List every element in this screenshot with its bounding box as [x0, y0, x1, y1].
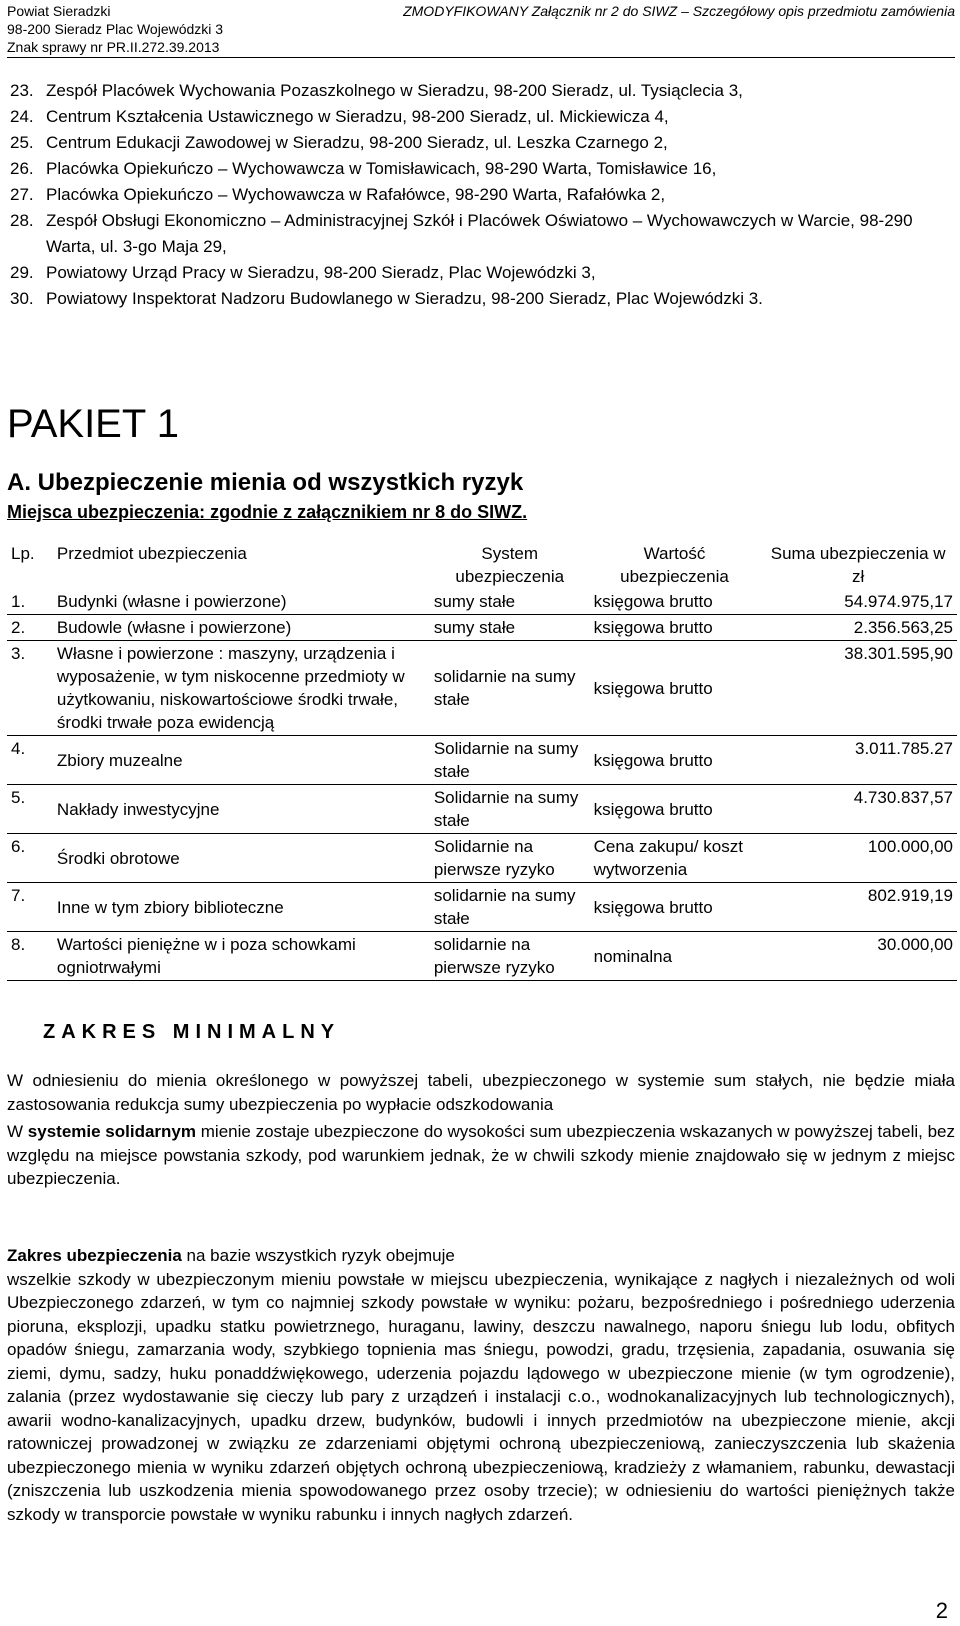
table-row: [7, 641, 957, 736]
table-cell: 1.: [7, 589, 53, 615]
table-cell: solidarnie na sumy stałe: [430, 883, 590, 932]
table-cell: Inne w tym zbiory biblioteczne: [53, 883, 430, 932]
paragraph-rest: mienie zostaje ubezpieczone do wysokości sum ubezpieczenia wskazanych w powyższej tabeli, bez względu na miejsce powstania szkody, pod warunkiem jednak, że w chwili szkody mienie znajdowało się w jednym z miejsc ubezpieczenia.: [7, 1122, 955, 1188]
table-cell: 5.: [7, 785, 53, 834]
paragraph-prefix: W: [7, 1122, 28, 1141]
list-item: [10, 130, 955, 156]
institution-list: [10, 78, 955, 312]
table-cell: 4.730.837,57: [759, 785, 957, 834]
table-cell: nominalna: [590, 932, 760, 981]
list-item-text: Placówka Opiekuńczo – Wychowawcza w Rafałówce, 98-290 Warta, Rafałówka 2,: [46, 185, 666, 204]
list-item-text: Centrum Edukacji Zawodowej w Sieradzu, 98-200 Sieradz, ul. Leszka Czarnego 2,: [46, 133, 668, 152]
list-item-text: Zespół Obsługi Ekonomiczno – Administracyjnej Szkół i Placówek Oświatowo – Wychowawczych w Warcie, 98-290 Warta, ul. 3-go Maja 29,: [46, 211, 913, 256]
paragraph-bold-term: systemie solidarnym: [27, 1122, 197, 1141]
insurance-table: [7, 541, 957, 981]
table-cell: Własne i powierzone : maszyny, urządzenia i wyposażenie, w tym niskocenne przedmioty w użytkowaniu, niskowartościowe środki trwałe, środki trwałe poza ewidencją: [53, 641, 430, 736]
table-cell: 100.000,00: [759, 834, 957, 883]
list-item: [10, 78, 955, 104]
table-cell: 54.974.975,17: [759, 589, 957, 615]
table-cell: 3.: [7, 641, 53, 736]
table-cell: księgowa brutto: [590, 785, 760, 834]
list-item-number: 25.: [10, 133, 34, 152]
minimum-scope-heading: ZAKRES MINIMALNY: [43, 1021, 341, 1043]
table-cell: 4.: [7, 736, 53, 785]
table-cell: 6.: [7, 834, 53, 883]
table-row: [7, 932, 957, 981]
table-cell: księgowa brutto: [590, 589, 760, 615]
table-cell: Solidarnie na sumy stałe: [430, 736, 590, 785]
table-row: [7, 834, 957, 883]
table-cell: sumy stałe: [430, 615, 590, 641]
package-title: PAKIET 1: [7, 402, 179, 446]
list-item-number: 24.: [10, 107, 34, 126]
list-item: [10, 104, 955, 130]
table-cell: solidarnie na pierwsze ryzyko: [430, 932, 590, 981]
list-item-number: 23.: [10, 81, 34, 100]
paragraph-solidary-system: [7, 1120, 955, 1191]
table-cell: 7.: [7, 883, 53, 932]
paragraph-body: wszelkie szkody w ubezpieczonym mieniu powstałe w miejscu ubezpieczenia, wynikające z nagłych i niezależnych od woli Ubezpieczonego zdarzeń, w tym co najmniej szkody powstałe w wyniku: pożaru, bezpośredniego i pośredniego uderzenia pioruna, eksplozji, upadku statku powietrznego, huraganu, lawiny, deszczu nawalnego, naporu śniegu lub lodu, obfitych opadów śniegu, zamarzania wody, szybkiego topnienia mas śniegu, powodzi, gradu, trzęsienia, zapadania, osuwania się ziemi, dymu, sadzy, huku ponaddźwiękowego, uderzenia pojazdu lądowego w ubezpieczone mienie (w tym ogrodzenie), zalania (przez wydostawanie się cieczy lub pary z urządzeń i instalacji c.o., wodnokanalizacyjnych lub technologicznych), awarii wodno-kanalizacyjnych, upadku drzew, budynków, budowli i innych przedmiotów na ubezpieczone mienie, akcji ratowniczej prowadzonej w związku ze zdarzeniami objętymi ochroną ubezpieczeniową, zanieczyszczenia lub skażenia ubezpieczonego mienia w wyniku zdarzeń objętych ochroną ubezpieczeniową, kradzieży z włamaniem, rabunku, dewastacji (zniszczenia lub uszkodzenia mienia spowodowanego przez osoby trzecie); w odniesieniu do wartości pieniężnych także szkody w transporcie powstałe w wyniku rabunku i innych nagłych zdarzeń.: [7, 1269, 955, 1524]
header-cell-system: System ubezpieczenia: [455, 544, 565, 586]
table-row: [7, 736, 957, 785]
list-item: [10, 182, 955, 208]
paragraph-rest: na bazie wszystkich ryzyk obejmuje: [181, 1246, 455, 1265]
table-header-row: [7, 541, 957, 589]
table-cell: 802.919,19: [759, 883, 957, 932]
list-item: [10, 156, 955, 182]
table-row: [7, 615, 957, 641]
list-item: [10, 260, 955, 286]
table-cell: 3.011.785.27: [759, 736, 957, 785]
table-cell: 2.: [7, 615, 53, 641]
header-left: [7, 2, 223, 56]
list-item-number: 28.: [10, 211, 34, 230]
paragraph-fixed-sums: W odniesieniu do mienia określonego w powyższej tabeli, ubezpieczonego w systemie sum stałych, nie będzie miała zastosowania redukcja sumy ubezpieczenia po wypłacie odszkodowania: [7, 1071, 955, 1114]
table-cell: Środki obrotowe: [53, 834, 430, 883]
table-row: [7, 589, 957, 615]
table-cell: 30.000,00: [759, 932, 957, 981]
header-cell-sum: Suma ubezpieczenia w zł: [770, 544, 946, 586]
list-item: [10, 208, 955, 260]
list-item-number: 27.: [10, 185, 34, 204]
paragraph-insurance-scope: [7, 1244, 955, 1526]
list-item-number: 29.: [10, 263, 34, 282]
table-cell: sumy stałe: [430, 589, 590, 615]
page-header: [7, 0, 955, 58]
header-cell-subject: Przedmiot ubezpieczenia: [56, 544, 247, 563]
section-subtitle: Miejsca ubezpieczenia: zgodnie z załącznikiem nr 8 do SIWZ.: [7, 502, 528, 522]
table-row: [7, 883, 957, 932]
list-item-text: Powiatowy Inspektorat Nadzoru Budowlanego w Sieradzu, 98-200 Sieradz, Plac Wojewódzki 3.: [46, 289, 763, 308]
table-cell: księgowa brutto: [590, 736, 760, 785]
table-cell: Budowle (własne i powierzone): [53, 615, 430, 641]
table-row: [7, 785, 957, 834]
page-number: 2: [935, 1598, 948, 1623]
section-title: A. Ubezpieczenie mienia od wszystkich ryzyk: [7, 469, 524, 496]
table-cell: Solidarnie na pierwsze ryzyko: [430, 834, 590, 883]
header-cell-value: Wartość ubezpieczenia: [620, 544, 729, 586]
table-cell: Solidarnie na sumy stałe: [430, 785, 590, 834]
header-case-number: Znak sprawy nr PR.II.272.39.2013: [7, 39, 220, 55]
table-cell: księgowa brutto: [590, 641, 760, 736]
list-item-number: 30.: [10, 289, 34, 308]
list-item-text: Zespół Placówek Wychowania Pozaszkolnego w Sieradzu, 98-200 Sieradz, ul. Tysiąclecia 3,: [46, 81, 743, 100]
list-item: [10, 286, 955, 312]
header-attachment-title: ZMODYFIKOWANY Załącznik nr 2 do SIWZ – Szczegółowy opis przedmiotu zamówienia: [403, 3, 955, 19]
list-item-text: Centrum Kształcenia Ustawicznego w Sieradzu, 98-200 Sieradz, ul. Mickiewicza 4,: [46, 107, 669, 126]
header-cell-lp: Lp.: [11, 544, 35, 563]
header-county: Powiat Sieradzki: [7, 3, 111, 19]
table-cell: księgowa brutto: [590, 615, 760, 641]
table-cell: Zbiory muzealne: [53, 736, 430, 785]
table-cell: 38.301.595,90: [759, 641, 957, 736]
list-item-text: Placówka Opiekuńczo – Wychowawcza w Tomisławicach, 98-290 Warta, Tomisławice 16,: [46, 159, 717, 178]
table-cell: Wartości pieniężne w i poza schowkami ogniotrwałymi: [53, 932, 430, 981]
list-item-text: Powiatowy Urząd Pracy w Sieradzu, 98-200 Sieradz, Plac Wojewódzki 3,: [46, 263, 596, 282]
table-cell: 8.: [7, 932, 53, 981]
table-cell: Cena zakupu/ koszt wytworzenia: [590, 834, 760, 883]
table-cell: Budynki (własne i powierzone): [53, 589, 430, 615]
paragraph-bold-term: Zakres ubezpieczenia: [7, 1246, 182, 1265]
table-cell: księgowa brutto: [590, 883, 760, 932]
table-cell: Nakłady inwestycyjne: [53, 785, 430, 834]
table-cell: solidarnie na sumy stałe: [430, 641, 590, 736]
table-cell: 2.356.563,25: [759, 615, 957, 641]
header-address: 98-200 Sieradz Plac Wojewódzki 3: [7, 21, 224, 37]
list-item-number: 26.: [10, 159, 34, 178]
